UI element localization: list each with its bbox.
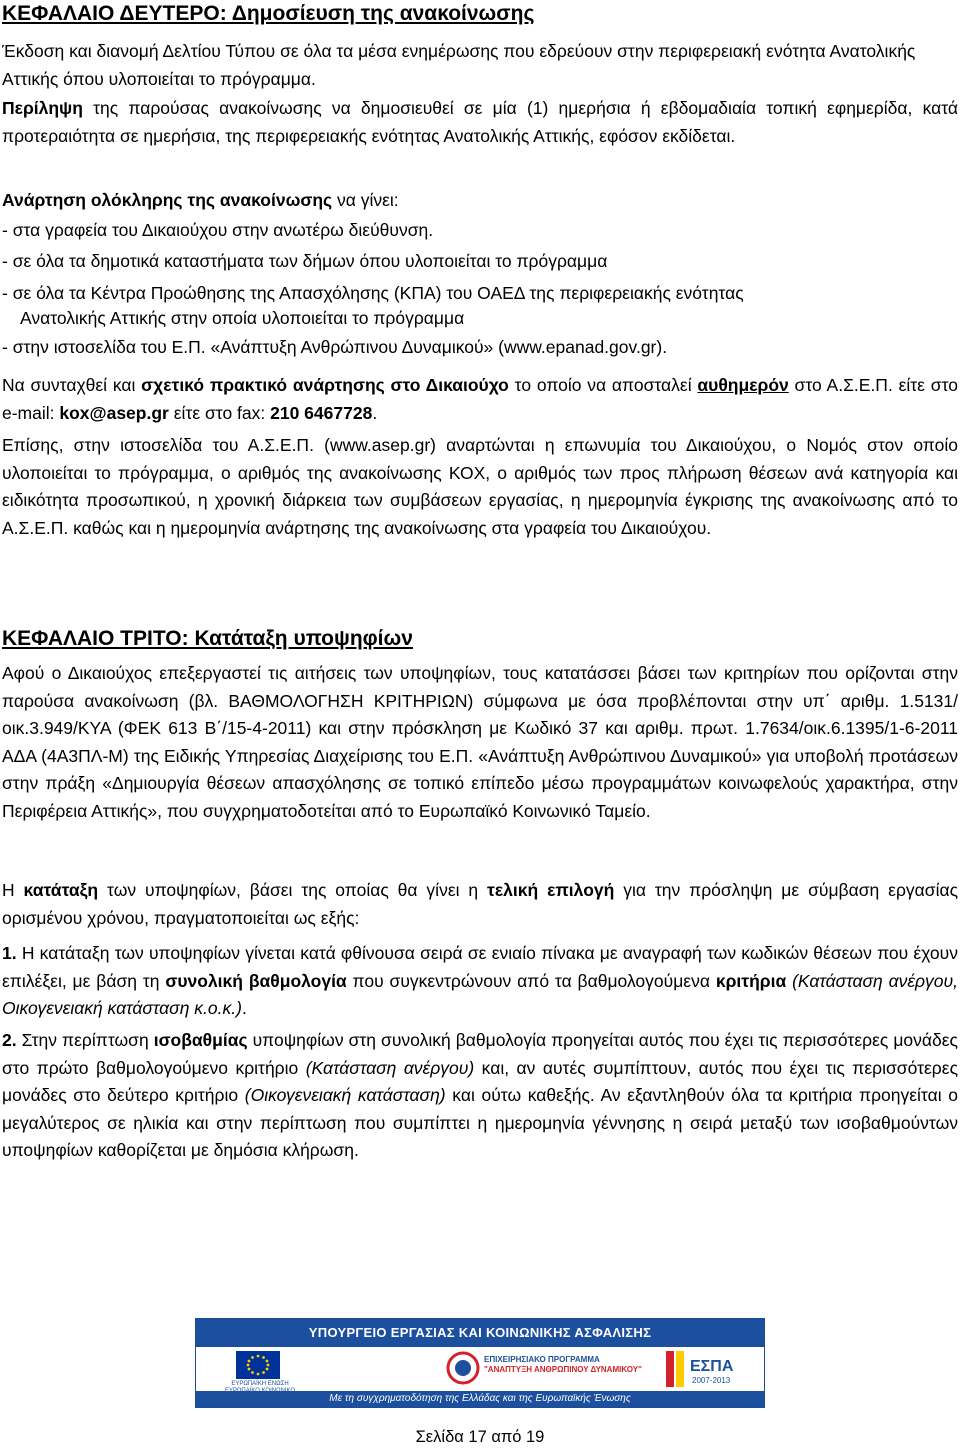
chapter3-intro-paragraph: Αφού ο Δικαιούχος επεξεργαστεί τις αιτήσεις των υποψηφίων, τους κατατάσσει βάσει των κριτηρίων που ορίζονται στην παρούσα ανακοίνωση (βλ. ΒΑΘΜΟΛΟΓΗΣΗ ΚΡΙΤΗΡΙΩΝ) σύμφωνα με όσα προβλέπονται στην υπ΄ αριθμ. 1.5131/οικ.3.949/ΚΥΑ (ΦΕΚ 613 Β΄/15-4-2011) και στην πρόσκληση με Κωδικό 37 και αριθμ. πρωτ. 1.7634/οικ.6.1395/1-6-2011 ΑΔΑ (4Α3ΠΛ-Μ) της Ειδικής Υπηρεσίας Διαχείρισης του Ε.Π. «Ανάπτυξη Ανθρώπινου Δυναμικού» για υποβολή προτάσεων στην πράξη «Δημιουργία θέσεων απασχόλησης σε τοπικό επίπεδο μέσω προγραμμάτων κοινωφελούς χαρακτήρα, στην Περιφέρεια Αττικής», που συγχρηματοδοτείται από το Ευρωπαϊκό Κοινωνικό Ταμείο. [2, 663, 958, 821]
chapter3-ranking-paragraph [2, 877, 958, 932]
minutes-bold: σχετικό πρακτικό ανάρτησης στο Δικαιούχο [141, 375, 509, 395]
rule-1-bold-a: συνολική βαθμολογία [165, 970, 347, 991]
eu-flag-icon [236, 1351, 280, 1379]
chapter3-rule-1 [2, 940, 958, 1023]
chapter2-website-paragraph: Επίσης, στην ιστοσελίδα του Α.Σ.Ε.Π. (www.asep.gr) αναρτώνται η επωνυμία του Δικαιούχου, ο Νομός στον οποίο υλοποιείται το πρόγραμμα, ο αριθμός της ανακοίνωσης ΚΟΧ, ο αριθμός των προς πλήρωση θέσεων ανά κατηγορία και ειδικότητα προσωπικού, η χρονική διάρκεια των συμβάσεων εργασίας, η ημερομηνία έγκρισης της ανακοίνωσης από το Α.Σ.Ε.Π. καθώς και η ημερομηνία ανάρτησης της ανακοίνωσης στα γραφεία του Δικαιούχου. [2, 435, 958, 538]
rule-1-text-c: που συγκεντρώνουν από τα βαθμολογούμενα [346, 970, 716, 991]
minutes-text-g: . [372, 402, 378, 423]
svg-text:2007-2013: 2007-2013 [692, 1376, 731, 1385]
rule-2-italic-a: (Κατάσταση ανέργου) [305, 1057, 475, 1078]
rule-2-text-a: Στην περίπτωση [16, 1030, 154, 1050]
rule-2-text-e: και, αν αυτές συμπίπτουν, αυτός που έχει τις περισσότερες μονάδες στο δεύτερο κριτήριο [2, 1057, 958, 1105]
rule-2-bold: ισοβαθμίας [153, 1030, 248, 1050]
rule-1-end: . [241, 998, 247, 1018]
eu-caption: ΕΥΡΩΠΑΪΚΗ ΕΝΩΣΗ [231, 1381, 289, 1387]
chapter2-heading [2, 0, 958, 28]
chapter2-posting-intro [2, 187, 958, 215]
chapter3-rule-2 [2, 1027, 958, 1165]
minutes-fax: 210 6467728 [270, 402, 373, 423]
rule-2-italic-b: (Οικογενειακή κατάσταση) [244, 1085, 446, 1105]
minutes-text-e: στο Α.Σ.Ε.Π. είτε στο e-mail: [2, 375, 958, 423]
chapter3-heading-text: ΚΕΦΑΛΑΙΟ ΤΡΙΤΟ: Κατάταξη υποψηφίων [2, 627, 413, 650]
ranking-text-c: των υποψηφίων, βάσει της οποίας θα γίνει η [98, 880, 488, 900]
ranking-text-e: για την πρόσληψη με σύμβαση εργασίας ορισμένου χρόνου, πραγματοποιείται ως εξής: [2, 880, 959, 928]
summary-text: της παρούσας ανακοίνωσης να δημοσιευθεί σε μία (1) ημερήσια ή εβδομαδιαία τοπική εφημερίδα, κατά προτεραιότητα σε ημερήσια, της περιφερειακής ενότητας Ανατολικής Αττικής, εφόσον εκδίδεται. [2, 98, 958, 146]
ranking-bold-b: τελική επιλογή [487, 880, 615, 900]
posting-item-kpa: - σε όλα τα Κέντρα Προώθησης της Απασχόλησης (ΚΠΑ) του ΟΑΕΔ της περιφερειακής ενότητας [2, 283, 744, 303]
minutes-text-a: Να συνταχθεί και [2, 375, 142, 395]
rule-1-number: 1. [2, 943, 17, 963]
chapter2-heading-text: ΚΕΦΑΛΑΙΟ ΔΕΥΤΕΡΟ: Δημοσίευση της ανακοίνωσης [2, 2, 535, 25]
chapter2-summary-paragraph [2, 95, 958, 150]
posting-text: να γίνει: [332, 190, 399, 210]
ep-line-2: "ΑΝΑΠΤΥΞΗ ΑΝΘΡΩΠΙΝΟΥ ΔΥΝΑΜΙΚΟΥ" [484, 1365, 642, 1374]
ministry-title: ΥΠΟΥΡΓΕΙΟ ΕΡΓΑΣΙΑΣ ΚΑΙ ΚΟΙΝΩΝΙΚΗΣ ΑΣΦΑΛΙΣΗΣ [196, 1319, 764, 1347]
chapter3-heading [2, 625, 958, 653]
minutes-text-c: το οποίο να αποσταλεί [508, 375, 698, 395]
posting-item-website: - στην ιστοσελίδα του Ε.Π. «Ανάπτυξη Ανθρώπινου Δυναμικού» (www.epanad.gov.gr). [2, 337, 668, 357]
operational-programme-logo-icon [446, 1351, 480, 1385]
rule-2-text-g: και ούτω καθεξής. Αν εξαντληθούν όλα τα κριτήρια προηγείται ο μεγαλύτερος σε ηλικία και στην περίπτωση που συμπίπτει η ημερομηνία γέννησης η σειρά μεταξύ των ισοβαθμούντων υποψηφίων καθορίζεται με δημόσια κλήρωση. [2, 1085, 958, 1160]
rule-2-number: 2. [2, 1030, 17, 1050]
chapter2-press-release-paragraph: Έκδοση και διανομή Δελτίου Τύπου σε όλα τα μέσα ενημέρωσης που εδρεύουν στην περιφερειακή ενότητα Ανατολικής Αττικής όπου υλοποιείται το πρόγραμμα. [2, 41, 916, 89]
posting-item-offices: - στα γραφεία του Δικαιούχου στην ανωτέρω διεύθυνση. [2, 220, 434, 240]
ep-line-1: ΕΠΙΧΕΙΡΗΣΙΑΚΟ ΠΡΟΓΡΑΜΜΑ [484, 1355, 600, 1364]
page-number: Σελίδα 17 από 19 [415, 1428, 545, 1446]
operational-programme-text [484, 1355, 654, 1375]
rule-1-text-a: Η κατάταξη των υποψηφίων γίνεται κατά φθίνουσα σειρά σε ενιαίο πίνακα με αναγραφή των κωδικών θέσεων που έχουν επιλέξει, με βάση τη [2, 943, 958, 991]
minutes-same-day: αυθημερόν [697, 375, 789, 395]
minutes-email: kox@asep.gr [59, 402, 169, 423]
posting-item-kpa-cont: Ανατολικής Αττικής στην οποία υλοποιείται το πρόγραμμα [20, 308, 465, 328]
chapter2-minutes-paragraph [2, 372, 958, 427]
rule-2-text-c: υποψηφίων στη συνολική βαθμολογία προηγείται αυτός που έχει τις περισσότερες μονάδες στο πρώτο βαθμολογούμενο κριτήριο [2, 1030, 958, 1078]
cofunding-statement: Με τη συγχρηματοδότηση της Ελλάδας και της Ευρωπαϊκής Ένωσης [196, 1391, 764, 1407]
rule-1-italic: (Κατάσταση ανέργου, Οικογενειακή κατάσταση κ.ο.κ.) [2, 970, 958, 1018]
espa-logo-icon [666, 1351, 746, 1387]
svg-text:ΕΣΠΑ: ΕΣΠΑ [690, 1358, 734, 1375]
ranking-text-a: Η [2, 880, 24, 900]
posting-label: Ανάρτηση ολόκληρης της ανακοίνωσης [2, 190, 333, 210]
summary-label: Περίληψη [2, 98, 83, 118]
posting-item-municipal: - σε όλα τα δημοτικά καταστήματα των δήμων όπου υλοποιείται το πρόγραμμα [2, 251, 608, 271]
minutes-text-f: είτε στο fax: [168, 402, 271, 423]
rule-1-bold-b: κριτήρια [715, 970, 787, 991]
ranking-bold-a: κατάταξη [23, 880, 99, 900]
logos-strip [196, 1347, 764, 1391]
ministry-banner [195, 1318, 765, 1408]
